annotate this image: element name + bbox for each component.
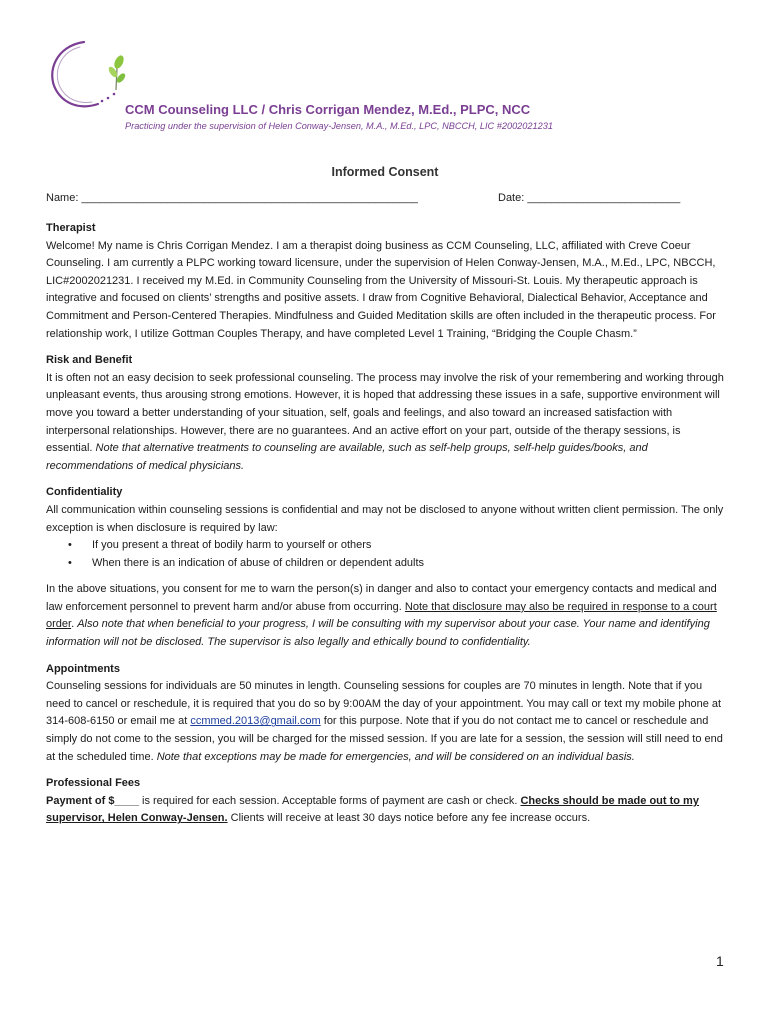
list-item: • When there is an indication of abuse of children or dependent adults	[68, 555, 728, 573]
appointments-paragraph	[46, 678, 728, 766]
supervision-line: Practicing under the supervision of Helen Conway-Jensen, M.A., M.Ed., LPC, NBCCH, LIC #2002021231	[125, 121, 553, 131]
list-item: • If you present a threat of bodily harm to yourself or others	[68, 537, 728, 555]
warn-text: In the above situations, you consent for me to warn the person(s) in danger and also to contact your emergency contacts and medical and law enforcement personnel to prevent harm and/or abuse from occurring.	[46, 583, 717, 613]
appointments-text: Counseling sessions for individuals are 50 minutes in length. Counseling sessions for couples are 70 minutes in length. Note that if you need to cancel or reschedule, it is required that you do so by 9:00AM the day of your appointment. You may call or text my mobile phone at 314-608-6150 or email me at	[46, 680, 722, 728]
risk-note: Note that alternative treatments to counseling are available, such as self-help groups, self-help guides/books, and recommendations of medical physicians.	[46, 442, 648, 472]
email-link[interactable]: ccmmed.2013@gmail.com	[190, 715, 321, 728]
fees-paragraph	[46, 793, 728, 828]
date-field[interactable]: Date: _________________________	[498, 192, 681, 204]
court-order-note: Note that disclosure may also be required in response to a court order	[46, 600, 717, 631]
appointments-text-2: for this purpose. Note that if you do not contact me to cancel or reschedule and simply do not come to the session, you will be charged for the missed session. If you are late for a session, the session will still need to end at the scheduled time.	[46, 715, 723, 763]
risk-text: It is often not an easy decision to seek professional counseling. The process may involve the risk of your remembering and working through unpleasant events, thus arousing strong emotions. However, it is hoped that addressing these issues in a safe, supportive environment will move you toward a better understanding of your situation, self, goals and feelings, and also toward an increased satisfaction with interpersonal relationships. However, there are no guarantees. And an active effort on your part, outside of the therapy sessions, is essential.	[46, 371, 724, 455]
confidentiality-text: All communication within counseling sessions is confidential and may not be disclosed to anyone without written client permission. The only exception is when disclosure is required by law:	[46, 503, 724, 534]
period-text: .	[71, 618, 78, 631]
page-number: 1	[716, 953, 724, 969]
risk-heading: Risk and Benefit	[46, 354, 133, 367]
confidentiality-paragraph-2	[46, 581, 728, 651]
confidentiality-section	[46, 484, 728, 651]
form-title: Informed Consent	[331, 165, 439, 179]
org-name: CCM Counseling LLC / Chris Corrigan Mendez, M.Ed., PLPC, NCC	[125, 102, 531, 117]
appointments-section	[46, 661, 728, 767]
fees-text: is required for each session. Acceptable forms of payment are cash or check.	[138, 794, 521, 807]
exception-list	[46, 537, 728, 572]
appointments-heading: Appointments	[46, 662, 120, 675]
fees-heading: Professional Fees	[46, 777, 141, 790]
therapist-heading: Therapist	[46, 222, 96, 234]
fees-text-2: Clients will receive at least 30 days notice before any fee increase occurs.	[227, 812, 591, 825]
name-field[interactable]: Name: _______________________________________________________	[46, 192, 418, 204]
appointments-note: Note that exceptions may be made for emergencies, and will be considered on an individual basis.	[156, 750, 635, 763]
checks-note: Checks should be made out to my supervisor, Helen Conway-Jensen.	[46, 794, 699, 825]
document-body	[46, 220, 728, 837]
payment-amount-field[interactable]: Payment of $____	[46, 794, 139, 807]
risk-paragraph	[46, 370, 728, 476]
ccm-logo	[44, 38, 130, 114]
supervisor-note: Also note that when beneficial to your progress, I will be consulting with my supervisor about your case. Your name and identifying information will not be disclosed. The supervisor is also legally and ethically bound to confidentiality.	[46, 618, 710, 649]
therapist-text: Welcome! My name is Chris Corrigan Mendez. I am a therapist doing business as CCM Counseling, LLC, affiliated with Creve Coeur Counseling. I am currently a PLPC working toward licensure, under the supervision of Helen Conway-Jensen, M.A., M.Ed., LPC, NBCCH, LIC#2002021231. I received my M.Ed. in Community Counseling from the University of Missouri-St. Louis. My therapeutic approach is integrative and focused on clients’ strengths and positive assets. I draw from Cognitive Behavioral, Dialectical Behavior, Acceptance and Commitment and Person-Centered Therapies. Mindfulness and Guided Meditation skills are often included in the therapeutic process. For relationship work, I utilize Gottman Couples Therapy, and have completed Level 1 Training, “Bridging the Couple Chasm.”	[46, 239, 716, 340]
therapist-section	[46, 220, 728, 343]
risk-section	[46, 352, 728, 475]
fees-section	[46, 775, 728, 828]
confidentiality-heading: Confidentiality	[46, 486, 123, 499]
